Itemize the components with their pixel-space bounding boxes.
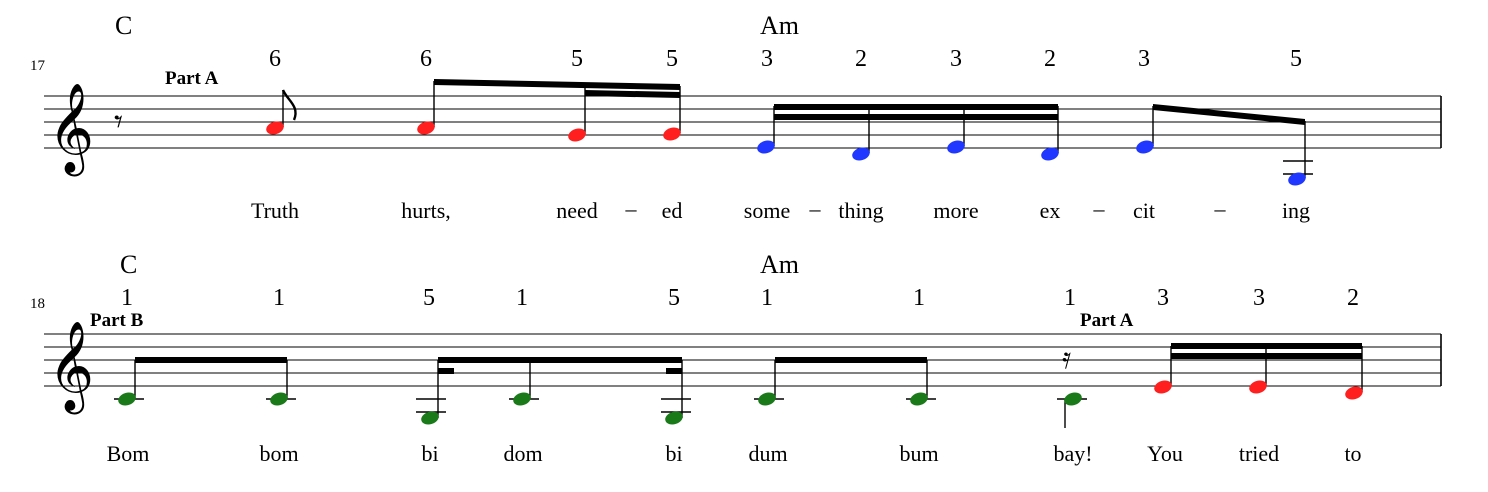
scale-degree-number: 1	[913, 285, 925, 311]
scale-degree-number: 5	[571, 46, 583, 72]
treble-clef-icon: 𝄞	[48, 322, 95, 409]
staff-lines-1	[44, 96, 1441, 148]
scale-degree-number: 6	[269, 46, 281, 72]
lyric-syllable: bum	[899, 441, 939, 466]
measure-number: 18	[30, 296, 45, 312]
lyrics-2	[107, 441, 1362, 466]
lyric-syllable: dom	[503, 441, 543, 466]
beams-2	[135, 343, 1362, 374]
scale-degree-numbers-2	[121, 285, 1359, 311]
scale-degree-number: 2	[855, 46, 867, 72]
lyric-hyphen: –	[1214, 196, 1226, 221]
scale-degree-number: 3	[1253, 285, 1265, 311]
scale-degree-number: 5	[666, 46, 678, 72]
scale-degree-number: 3	[950, 46, 962, 72]
system-2	[30, 250, 1441, 466]
lyric-syllable: bi	[665, 441, 683, 466]
scale-degree-number: 6	[420, 46, 432, 72]
measure-number: 17	[30, 58, 45, 74]
lyric-hyphen: –	[625, 196, 637, 221]
noteheads-1	[265, 119, 1308, 187]
scale-degree-number: 3	[1157, 285, 1169, 311]
scale-degree-number: 3	[1138, 46, 1150, 72]
lyric-syllable: dum	[748, 441, 788, 466]
scale-degree-number: 1	[1064, 285, 1076, 311]
sixteenth-rest-icon: 𝄿	[1062, 342, 1072, 375]
eighth-flag	[283, 90, 296, 120]
scale-degree-number: 2	[1347, 285, 1359, 311]
lyric-syllable: tried	[1238, 441, 1280, 466]
lyric-syllable: You	[1147, 441, 1183, 466]
lyric-syllable: cit	[1133, 198, 1155, 223]
lyric-syllable: need	[556, 198, 598, 223]
section-label: Part B	[90, 310, 144, 331]
chord-symbol: Am	[760, 11, 799, 40]
scale-degree-number: 1	[121, 285, 133, 311]
chord-symbol: Am	[760, 250, 799, 279]
lyric-syllable: ed	[661, 198, 683, 223]
scale-degree-number: 1	[761, 285, 773, 311]
scale-degree-number: 1	[516, 285, 528, 311]
scale-degree-numbers-1	[269, 46, 1302, 72]
lyric-syllable: bi	[421, 441, 439, 466]
scale-degree-number: 3	[761, 46, 773, 72]
eighth-rest-icon: 𝄾	[114, 104, 124, 141]
beams-1	[434, 79, 1305, 125]
lyric-syllable: ing	[1281, 198, 1311, 223]
treble-clef-icon: 𝄞	[48, 84, 95, 171]
lyric-syllable: more	[933, 198, 979, 223]
lyrics-1	[251, 196, 1310, 223]
lyric-syllable: bom	[259, 441, 299, 466]
lyric-syllable: some	[743, 198, 791, 223]
lyric-syllable: thing	[838, 198, 884, 223]
lyric-hyphen: –	[1093, 196, 1105, 221]
ledger-lines-2	[114, 399, 1087, 412]
section-label: Part A	[1080, 310, 1134, 331]
lyric-syllable: Bom	[106, 441, 150, 466]
scale-degree-number: 5	[423, 285, 435, 311]
lyric-syllable: Truth	[250, 198, 300, 223]
chord-symbol: C	[115, 11, 133, 40]
system-1	[30, 11, 1441, 223]
lyric-syllable: to	[1344, 441, 1362, 466]
section-label: Part A	[165, 68, 219, 89]
scale-degree-number: 2	[1044, 46, 1056, 72]
lyric-syllable: hurts,	[401, 198, 451, 223]
scale-degree-number: 1	[273, 285, 285, 311]
lyric-syllable: ex	[1039, 198, 1061, 223]
scale-degree-number: 5	[1290, 46, 1302, 72]
lyric-syllable: bay!	[1053, 441, 1093, 466]
scale-degree-number: 5	[668, 285, 680, 311]
lyric-hyphen: –	[809, 196, 821, 221]
chord-symbol: C	[120, 250, 138, 279]
